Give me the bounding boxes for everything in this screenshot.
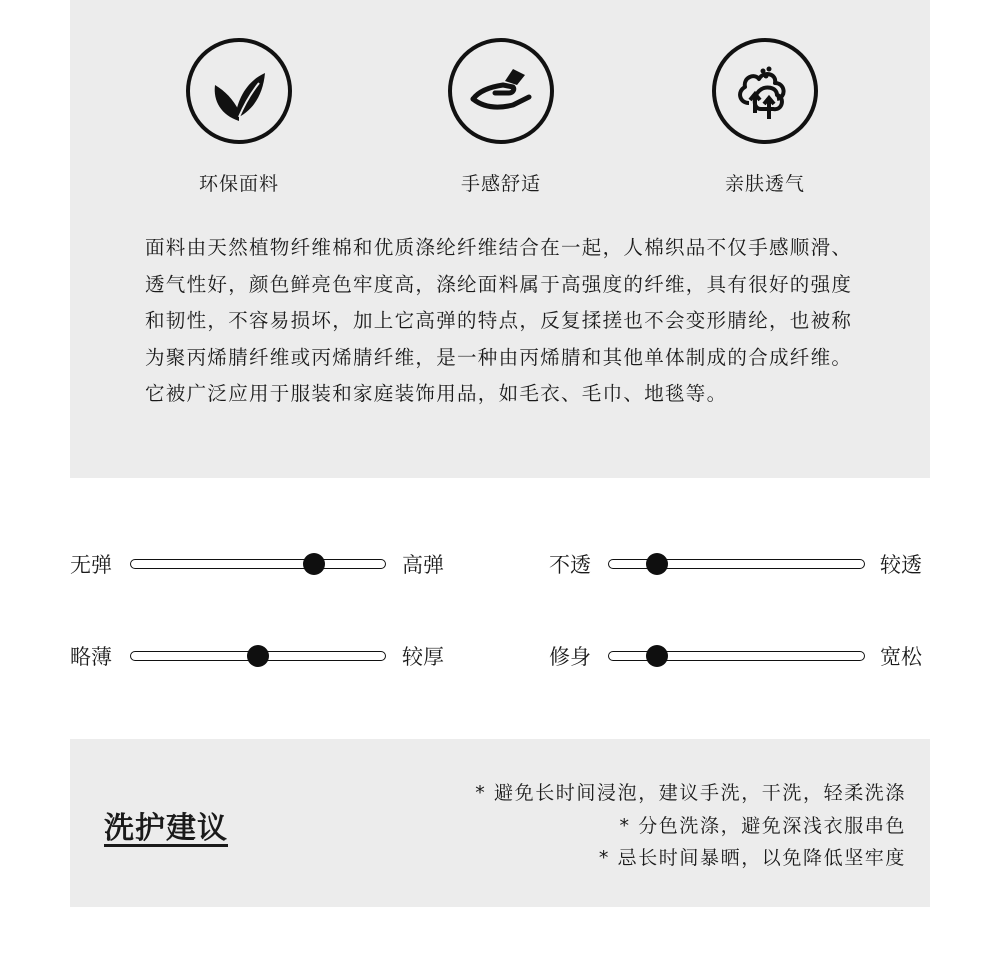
leaf-icon [186,38,292,144]
attribute-left-label: 无弹 [70,553,112,577]
attribute-right-label: 较厚 [402,645,444,669]
attribute-left-label: 略薄 [70,645,112,669]
attribute-right-label: 较透 [880,553,922,577]
attribute-track [608,651,865,661]
care-line: * 分色洗涤，避免深浅衣服串色 [619,814,906,837]
feature-label: 亲肤透气 [724,173,805,195]
attribute-knob [303,553,325,575]
attribute-right-label: 高弹 [402,553,444,577]
attribute-transparency [549,550,931,580]
attribute-left-label: 修身 [549,645,591,669]
attribute-track [608,559,865,569]
attribute-fit [549,642,931,672]
feature-eco-fabric [149,38,329,196]
fabric-description: 面料由天然植物纤维棉和优质涤纶纤维结合在一起，人棉织品不仅手感顺滑、透气性好，颜色鲜亮色牢度高，涤纶面料属于高强度的纤维，具有很好的强度和韧性，不容易损坏，加上它高弹的特点，反复揉搓也不会变形腈纶，也被称为聚丙烯腈纤维或丙烯腈纤维，是一种由丙烯腈和其他单体制成的合成纤维。它被广泛应用于服装和家庭装饰用品，如毛衣、毛巾、地毯等。 [145,236,853,405]
care-instructions-panel [70,739,930,907]
attribute-knob [646,645,668,667]
care-line: * 避免长时间浸泡，建议手洗，干洗，轻柔洗涤 [475,782,906,804]
hand-feather-icon [448,38,554,144]
feature-comfort [411,38,591,196]
fabric-features-panel [70,0,930,478]
attribute-elasticity [70,550,452,580]
attribute-thickness [70,642,452,672]
attribute-track [130,559,386,569]
attribute-knob [247,645,269,667]
feature-label: 环保面料 [198,173,279,195]
tree-breathable-icon [712,38,818,144]
care-line: * 忌长时间暴晒，以免降低坚牢度 [598,847,906,869]
care-list [475,777,906,875]
feature-breathable [675,38,855,196]
attribute-right-label: 宽松 [880,645,922,669]
attribute-track [130,651,386,661]
attribute-knob [646,553,668,575]
feature-label: 手感舒适 [460,173,541,195]
care-title: 洗护建议 [104,811,228,846]
attribute-left-label: 不透 [549,553,591,577]
